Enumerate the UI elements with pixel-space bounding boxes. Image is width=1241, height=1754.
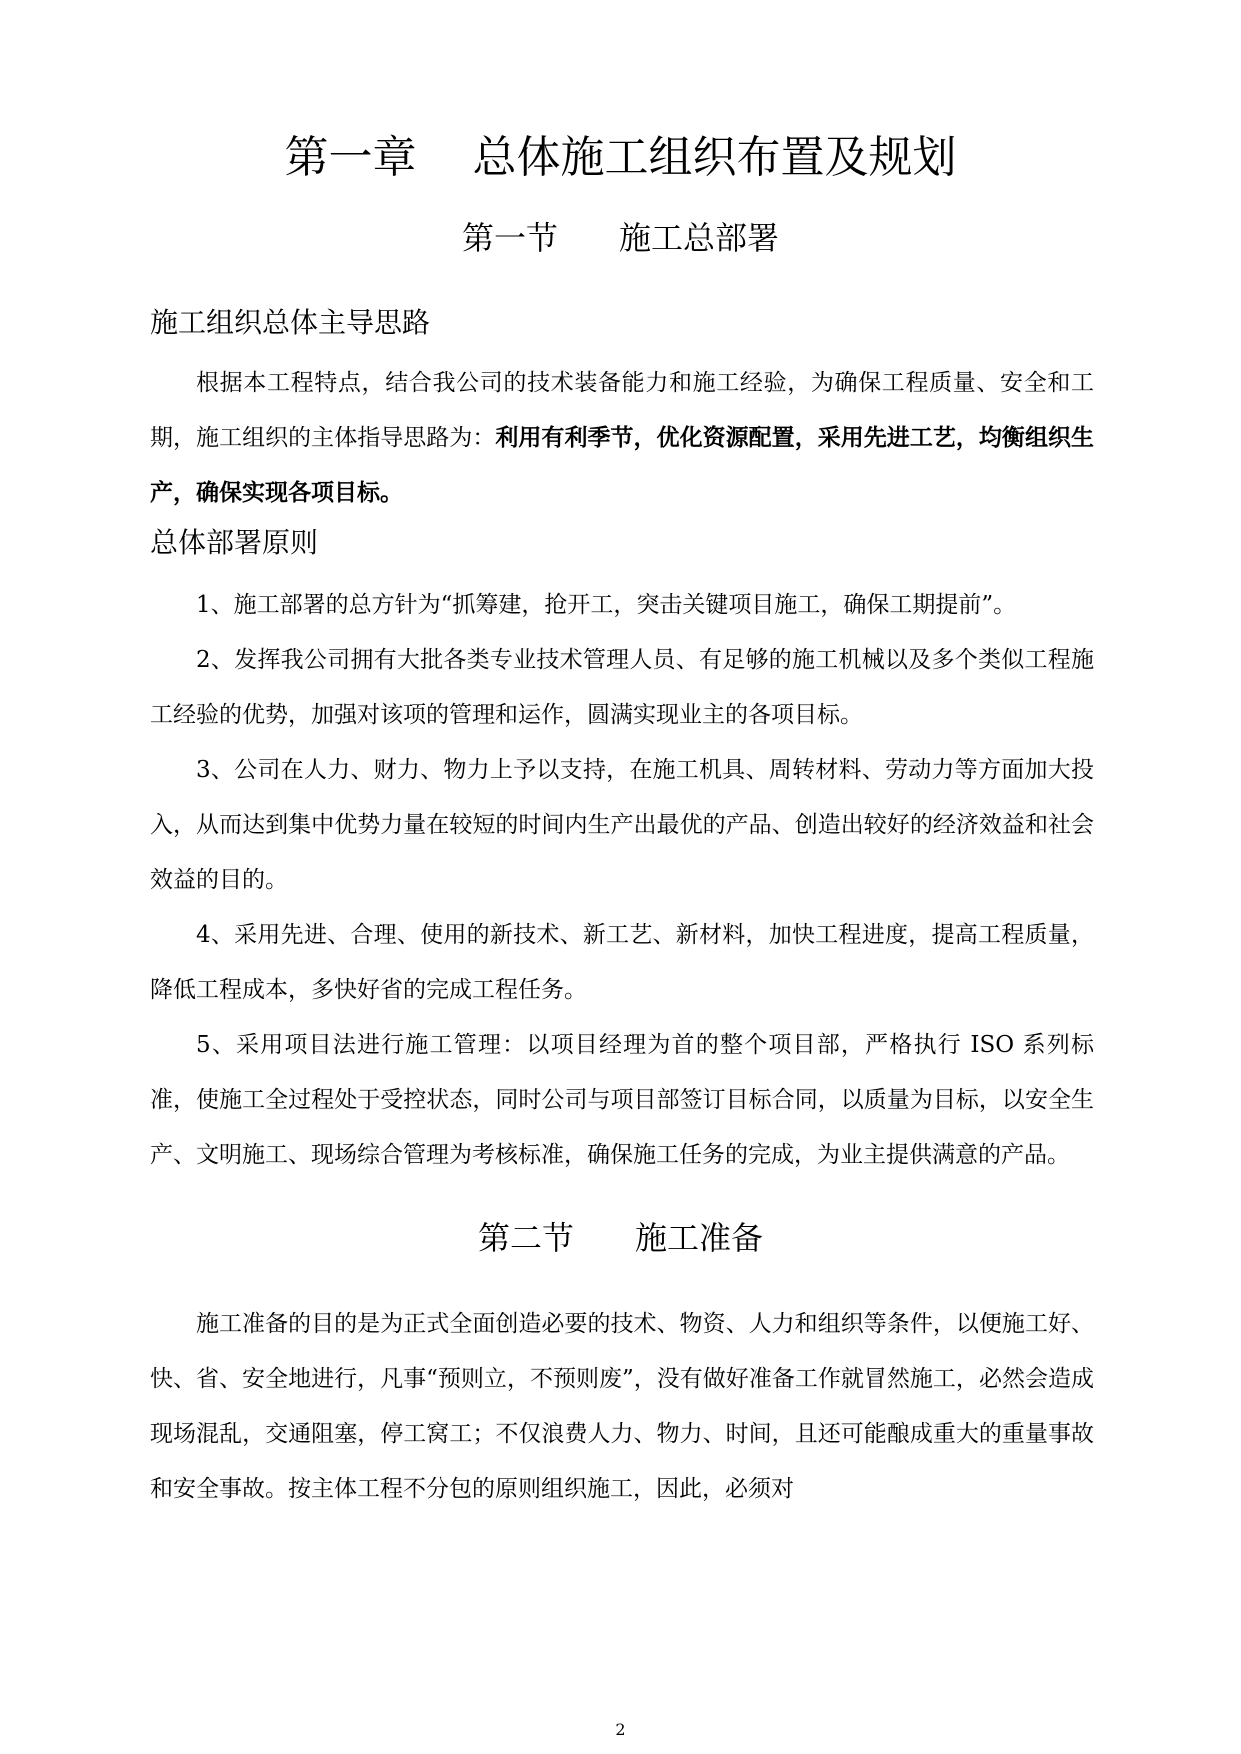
preparation-paragraph: 施工准备的目的是为正式全面创造必要的技术、物资、人力和组织等条件，以便施工好、快、省、安全地进行，凡事“预则立，不预则废”，没有做好准备工作就冒然施工，必然会造成现场混乱，交通阻塞，停工窝工；不仅浪费人力、物力、时间，且还可能酿成重大的重量事故和安全事故。按主体工程不分包的原则组织施工，因此，必须对 [150, 1311, 1094, 1502]
guiding-idea-paragraph [150, 356, 1094, 521]
section-1-title: 第一节 施工总部署 [461, 219, 780, 257]
subsection-heading-guiding-idea: 施工组织总体主导思路 [150, 306, 431, 339]
principle-item-5: 5、采用项目法进行施工管理：以项目经理为首的整个项目部，严格执行 ISO 系列标准，使施工全过程处于受控状态，同时公司与项目部签订目标合同，以质量为目标，以安全生产、文明施工、现场综合管理为考核标准，确保施工任务的完成，为业主提供满意的产品。 [150, 1032, 1094, 1168]
page-number: 2 [615, 1720, 626, 1739]
principle-item-1: 1、施工部署的总方针为“抓筹建，抢开工，突击关键项目施工，确保工期提前”。 [196, 592, 1017, 618]
principle-item-2: 2、发挥我公司拥有大批各类专业技术管理人员、有足够的施工机械以及多个类似工程施工经验的优势，加强对该项的管理和运作，圆满实现业主的各项目标。 [150, 647, 1094, 728]
guiding-idea-bold-text: 利用有利季节，优化资源配置，采用先进工艺，均衡组织生产，确保实现各项目标。 [150, 425, 1095, 506]
principle-item-3: 3、公司在人力、财力、物力上予以支持，在施工机具、周转材料、劳动力等方面加大投入，从而达到集中优势力量在较短的时间内生产出最优的产品、创造出较好的经济效益和社会效益的目的。 [150, 757, 1094, 893]
principle-item-4: 4、采用先进、合理、使用的新技术、新工艺、新材料，加快工程进度，提高工程质量，降低工程成本，多快好省的完成工程任务。 [150, 922, 1094, 1003]
subsection-heading-principles: 总体部署原则 [150, 526, 319, 559]
chapter-title: 第一章 总体施工组织布置及规划 [284, 132, 957, 183]
guiding-idea-text: 根据本工程特点，结合我公司的技术装备能力和施工经验，为确保工程质量、安全和工期，施工组织的主体指导思路为： [150, 370, 1094, 451]
section-2-title: 第二节 施工准备 [477, 1219, 764, 1257]
